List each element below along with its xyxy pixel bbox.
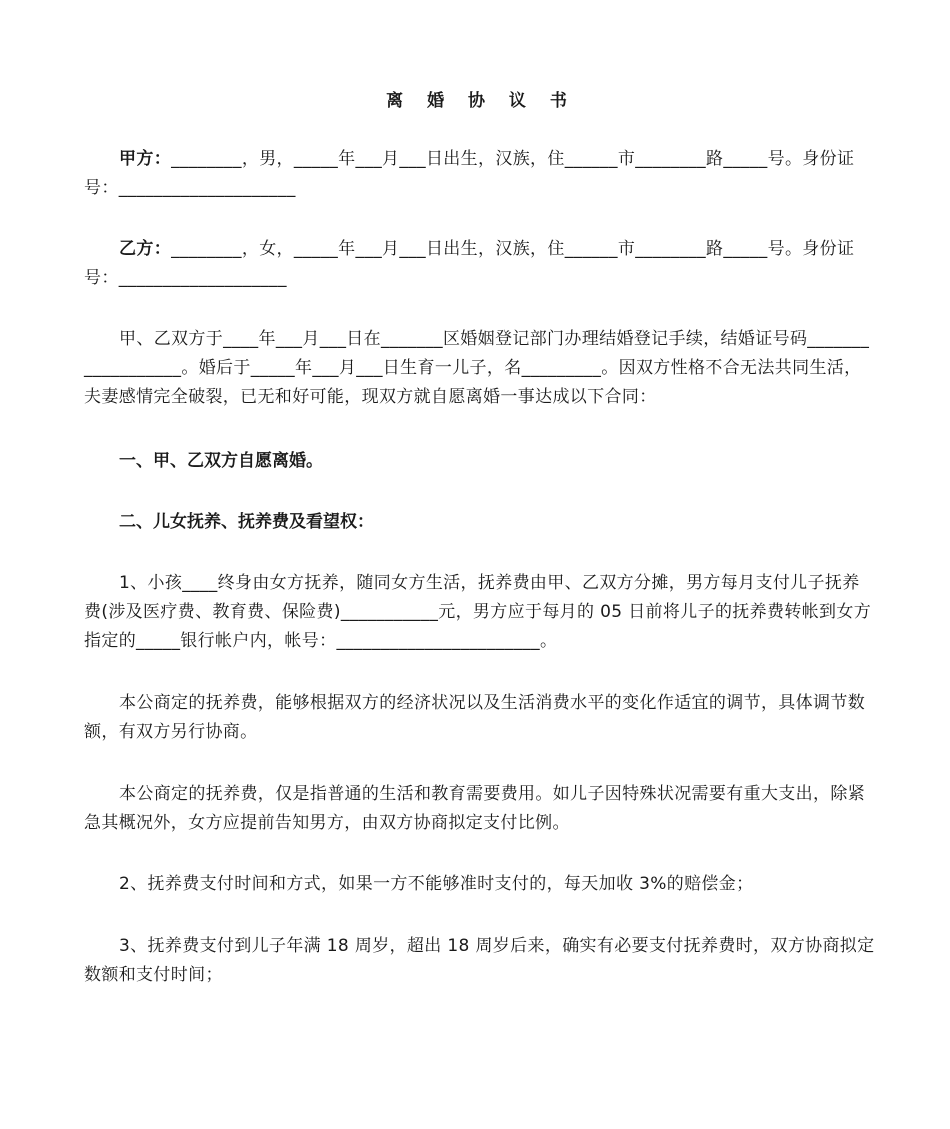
document-title: 离 婚 协 议 书: [386, 91, 576, 111]
clause-1-paragraph: 1、小孩____终身由女方抚养，随同女方生活，抚养费由甲、乙双方分摊，男方每月支付儿子抚养费(涉及医疗费、教育费、保险费)___________元，男方应于每月的 05 日前将儿子的抚养费转帐到女方指定的_____银行帐户内，帐号：_______________________。: [84, 573, 872, 651]
party-b-paragraph: [84, 235, 876, 293]
section-1-heading: 一、甲、乙双方自愿离婚。: [119, 451, 323, 471]
party-a-paragraph: [84, 145, 876, 203]
note-1-paragraph: 本公商定的抚养费，能够根据双方的经济状况以及生活消费水平的变化作适宜的调节，具体调节数额，有双方另行协商。: [84, 693, 866, 742]
party-a-label: 甲方：: [119, 149, 172, 169]
note-2-paragraph: 本公商定的抚养费，仅是指普通的生活和教育需要费用。如儿子因特殊状况需要有重大支出，除紧急其概况外，女方应提前告知男方，由双方协商拟定支付比例。: [84, 784, 866, 833]
section-2-heading: 二、儿女抚养、抚养费及看望权：: [119, 512, 374, 532]
party-a-text: ________，男，_____年___月___日出生，汉族，住______市________路_____号。身份证号：____________________: [84, 149, 855, 198]
clause-3-paragraph: 3、抚养费支付到儿子年满 18 周岁，超出 18 周岁后来，确实有必要支付抚养费时，双方协商拟定数额和支付时间；: [84, 936, 875, 985]
party-b-text: ________，女，_____年___月___日出生，汉族，住______市________路_____号。身份证号：___________________: [84, 239, 855, 288]
party-b-label: 乙方：: [119, 239, 172, 259]
clause-2-paragraph: 2、抚养费支付时间和方式，如果一方不能够准时支付的，每天加收 3%的赔偿金；: [119, 874, 754, 894]
marriage-paragraph: 甲、乙双方于____年___月___日在_______区婚姻登记部门办理结婚登记手续，结婚证号码__________________。婚后于_____年___月___日生育一儿子，名_________。因双方性格不合无法共同生活，夫妻感情完全破裂，已无和好可能，现双方就自愿离婚一事达成以下合同：: [84, 329, 870, 407]
